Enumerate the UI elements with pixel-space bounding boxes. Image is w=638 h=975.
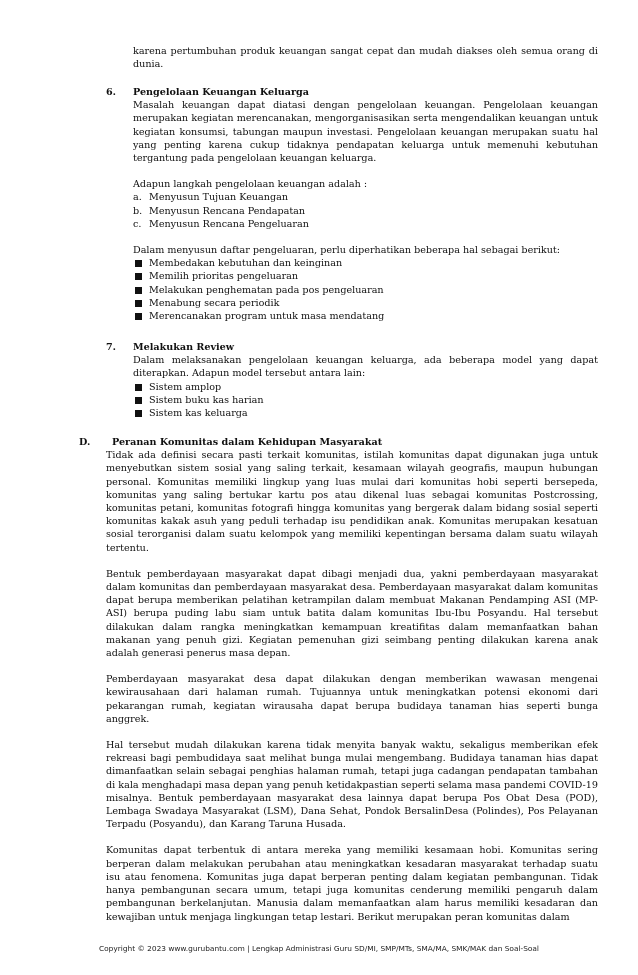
list-item: Sistem buku kas harian: [133, 394, 598, 407]
square-bullet-icon: [133, 270, 149, 283]
section-7: [133, 341, 598, 420]
section-7-number: 7.: [106, 342, 117, 353]
list-item: c. Menyusun Rencana Pengeluaran: [133, 218, 309, 230]
section-d-paragraph: Hal tersebut mudah dilakukan karena tidak menyita banyak waktu, sekaligus memberikan efek rekreasi bagi pembudidaya saat melihat bunga mulai mengembang. Budidaya tanaman hias dapat dimanfaatkan selain sebagai penghias halaman rumah, tetapi juga cadangan pendapatan tambahan di kala menghadapi masa depan yang penuh ketidakpastian seperti selama masa pandemi COVID-19 misalnya. Bentuk pemberdayaan masyarakat desa lainnya dapat berupa Pos Obat Desa (POD), Lembaga Swadaya Masyarakat (LSM), Dana Sehat, Pondok BersalinDesa (Polindes), Pos Pelayanan Terpadu (Posyandu), dan Karang Taruna Husada.: [106, 740, 598, 831]
model-list: [133, 381, 598, 421]
square-bullet-icon: [133, 310, 149, 323]
section-d-paragraph: Tidak ada definisi secara pasti terkait komunitas, istilah komunitas dapat digunakan juga untuk menyebutkan sistem sosial yang saling terkait, kesamaan wilayah geografis, maupun hubungan personal. Komunitas memiliki lingkup yang luas mulai dari komunitas hobi seperti bersepeda, komunitas yang saling bertukar kartu pos atau dikenal luas sebagai komunitas Postcrossing, komunitas petani, komunitas fotografi hingga komunitas yang bergerak dalam bidang sosial seperti komunitas kakak asuh yang peduli terhadap isu pendidikan anak. Komunitas merupakan kesatuan sosial terorganisi dalam suatu kelompok yang memiliki kepentingan bersama dalam suatu wilayah tertentu.: [106, 450, 598, 554]
list-item: b. Menyusun Rencana Pendapatan: [133, 205, 306, 217]
list-item: a. Menyusun Tujuan Keuangan: [133, 192, 288, 204]
square-bullet-icon: [133, 381, 149, 394]
expense-list: [133, 257, 598, 323]
square-bullet-icon: [133, 394, 149, 407]
section-7-title: Melakukan Review: [133, 342, 235, 353]
section-6-number: 6.: [106, 87, 117, 98]
intro-tail-paragraph: karena pertumbuhan produk keuangan sangat cepat dan mudah diakses oleh semua orang di dunia.: [133, 46, 598, 71]
expense-intro: Dalam menyusun daftar pengeluaran, perlu diperhatikan beberapa hal sebagai berikut:: [133, 245, 560, 257]
list-item: Memilih prioritas pengeluaran: [133, 270, 598, 283]
section-d: [106, 436, 598, 924]
list-item: Melakukan penghematan pada pos pengeluaran: [133, 284, 598, 297]
list-item: Sistem kas keluarga: [133, 407, 598, 420]
section-7-paragraph: Dalam melaksanakan pengelolaan keuangan keluarga, ada beberapa model yang dapat diterapkan. Adapun model tersebut antara lain:: [133, 355, 598, 380]
section-d-title: Peranan Komunitas dalam Kehidupan Masyarakat: [112, 437, 383, 448]
section-6-title: Pengelolaan Keuangan Keluarga: [133, 87, 309, 98]
section-d-paragraph: Pemberdayaan masyarakat desa dapat dilakukan dengan memberikan wawasan mengenai kewirausahaan dari halaman rumah. Tujuannya untuk meningkatkan potensi ekonomi dari pekarangan rumah, kegiatan wirausaha dapat berupa budidaya tanaman hias seperti bunga anggrek.: [106, 674, 598, 725]
page-footer: Copyright © 2023 www.gurubantu.com | Lengkap Administrasi Guru SD/MI, SMP/MTs, SMA/MA, SMK/MAK dan Soal-Soal: [98, 944, 539, 953]
list-item: Sistem amplop: [133, 381, 598, 394]
square-bullet-icon: [133, 257, 149, 270]
square-bullet-icon: [133, 297, 149, 310]
square-bullet-icon: [133, 407, 149, 420]
steps-intro: Adapun langkah pengelolaan keuangan adalah :: [133, 179, 368, 191]
list-item: Menabung secara periodik: [133, 297, 598, 310]
section-6-paragraph: Masalah keuangan dapat diatasi dengan pengelolaan keuangan. Pengelolaan keuangan merupakan kegiatan merencanakan, mengorganisasikan serta mengendalikan keuangan untuk kegiatan konsumsi, tabungan maupun investasi. Pengelolaan keuangan merupakan suatu hal yang penting karena cukup tidaknya pendapatan keluarga untuk memenuhi kebutuhan tergantung pada pengelolaan keuangan keluarga.: [133, 100, 598, 165]
list-item: Membedakan kebutuhan dan keinginan: [133, 257, 598, 270]
square-bullet-icon: [133, 284, 149, 297]
section-6: [133, 86, 598, 323]
list-item: Merencanakan program untuk masa mendatang: [133, 310, 598, 323]
section-d-paragraph: Komunitas dapat terbentuk di antara mereka yang memiliki kesamaan hobi. Komunitas sering berperan dalam melakukan perubahan atau meningkatkan kesadaran masyarakat terhadap suatu isu atau fenomena. Komunitas juga dapat berperan penting dalam kegiatan pembangunan. Tidak hanya pembangunan secara umum, tetapi juga komunitas cenderung memiliki pengaruh dalam pembangunan berkelanjutan. Manusia dalam memanfaatkan alam harus memiliki kesadaran dan kewajiban untuk menjaga lingkungan tetap lestari. Berikut merupakan peran komunitas dalam: [106, 845, 598, 923]
section-d-paragraph: Bentuk pemberdayaan masyarakat dapat dibagi menjadi dua, yakni pemberdayaan masyarakat dalam komunitas dan pemberdayaan masyarakat desa. Pemberdayaan masyarakat dalam komunitas dapat berupa memberikan pelatihan ketrampilan dalam membuat Makanan Pendamping ASI (MP-ASI) berupa puding labu siam untuk batita dalam komunitas Ibu-Ibu Posyandu. Hal tersebut dilakukan dalam rangka meningkatkan kemampuan kreatifitas dalam memanfaatkan bahan makanan yang penuh gizi. Kegiatan pemenuhan gizi seimbang penting dilakukan karena anak adalah generasi penerus masa depan.: [106, 568, 598, 660]
intro-tail-block: [133, 45, 598, 71]
steps-list: [133, 191, 598, 231]
section-d-letter: D.: [79, 437, 91, 448]
